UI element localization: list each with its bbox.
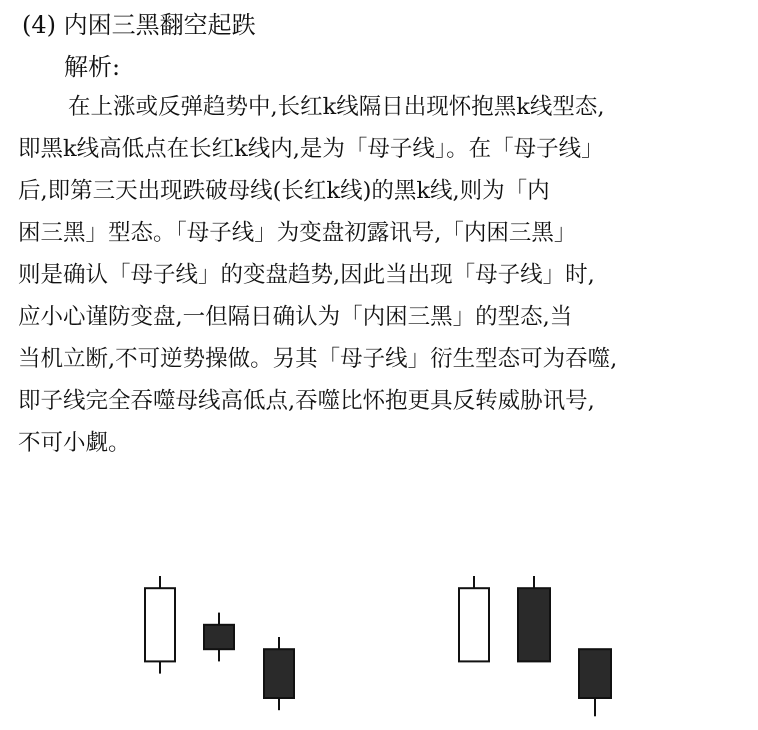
- bullish-candle-body: [145, 588, 175, 661]
- paragraph-line: 则是确认「母子线」的变盘趋势,因此当出现「母子线」时,: [18, 262, 595, 288]
- engulfing-three-black-pattern: [459, 576, 611, 716]
- paragraph-line: 在上涨或反弹趋势中,长红k线隔日出现怀抱黑k线型态,: [68, 94, 605, 120]
- bearish-candle-body: [579, 649, 611, 698]
- paragraph-line: 困三黑」型态。「母子线」为变盘初露讯号,「内困三黑」: [18, 220, 577, 246]
- paragraph-line: 应小心谨防变盘,一但隔日确认为「内困三黑」的型态,当: [18, 304, 573, 330]
- bearish-candle-body: [204, 625, 234, 649]
- section-heading: (4) 内困三黑翻空起跌: [22, 11, 256, 39]
- paragraph-line: 即子线完全吞噬母线高低点,吞噬比怀抱更具反转威胁讯号,: [18, 388, 595, 414]
- paragraph-line: 即黑k线高低点在长红k线内,是为「母子线」。在「母子线」: [18, 136, 604, 162]
- bearish-candle-body: [264, 649, 294, 698]
- candlestick-figure: [0, 540, 758, 730]
- analysis-label: 解析:: [64, 53, 121, 81]
- bullish-candle-body: [459, 588, 489, 661]
- paragraph-line: 后,即第三天出现跌破母线(长红k线)的黑k线,则为「内: [18, 178, 550, 204]
- paragraph-line: 当机立断,不可逆势操做。另其「母子线」衍生型态可为吞噬,: [18, 346, 618, 372]
- paragraph-line: 不可小觑。: [18, 430, 131, 456]
- analysis-paragraph: [18, 90, 758, 468]
- bearish-candle-body: [518, 588, 550, 661]
- inside-three-black-pattern: [145, 576, 294, 710]
